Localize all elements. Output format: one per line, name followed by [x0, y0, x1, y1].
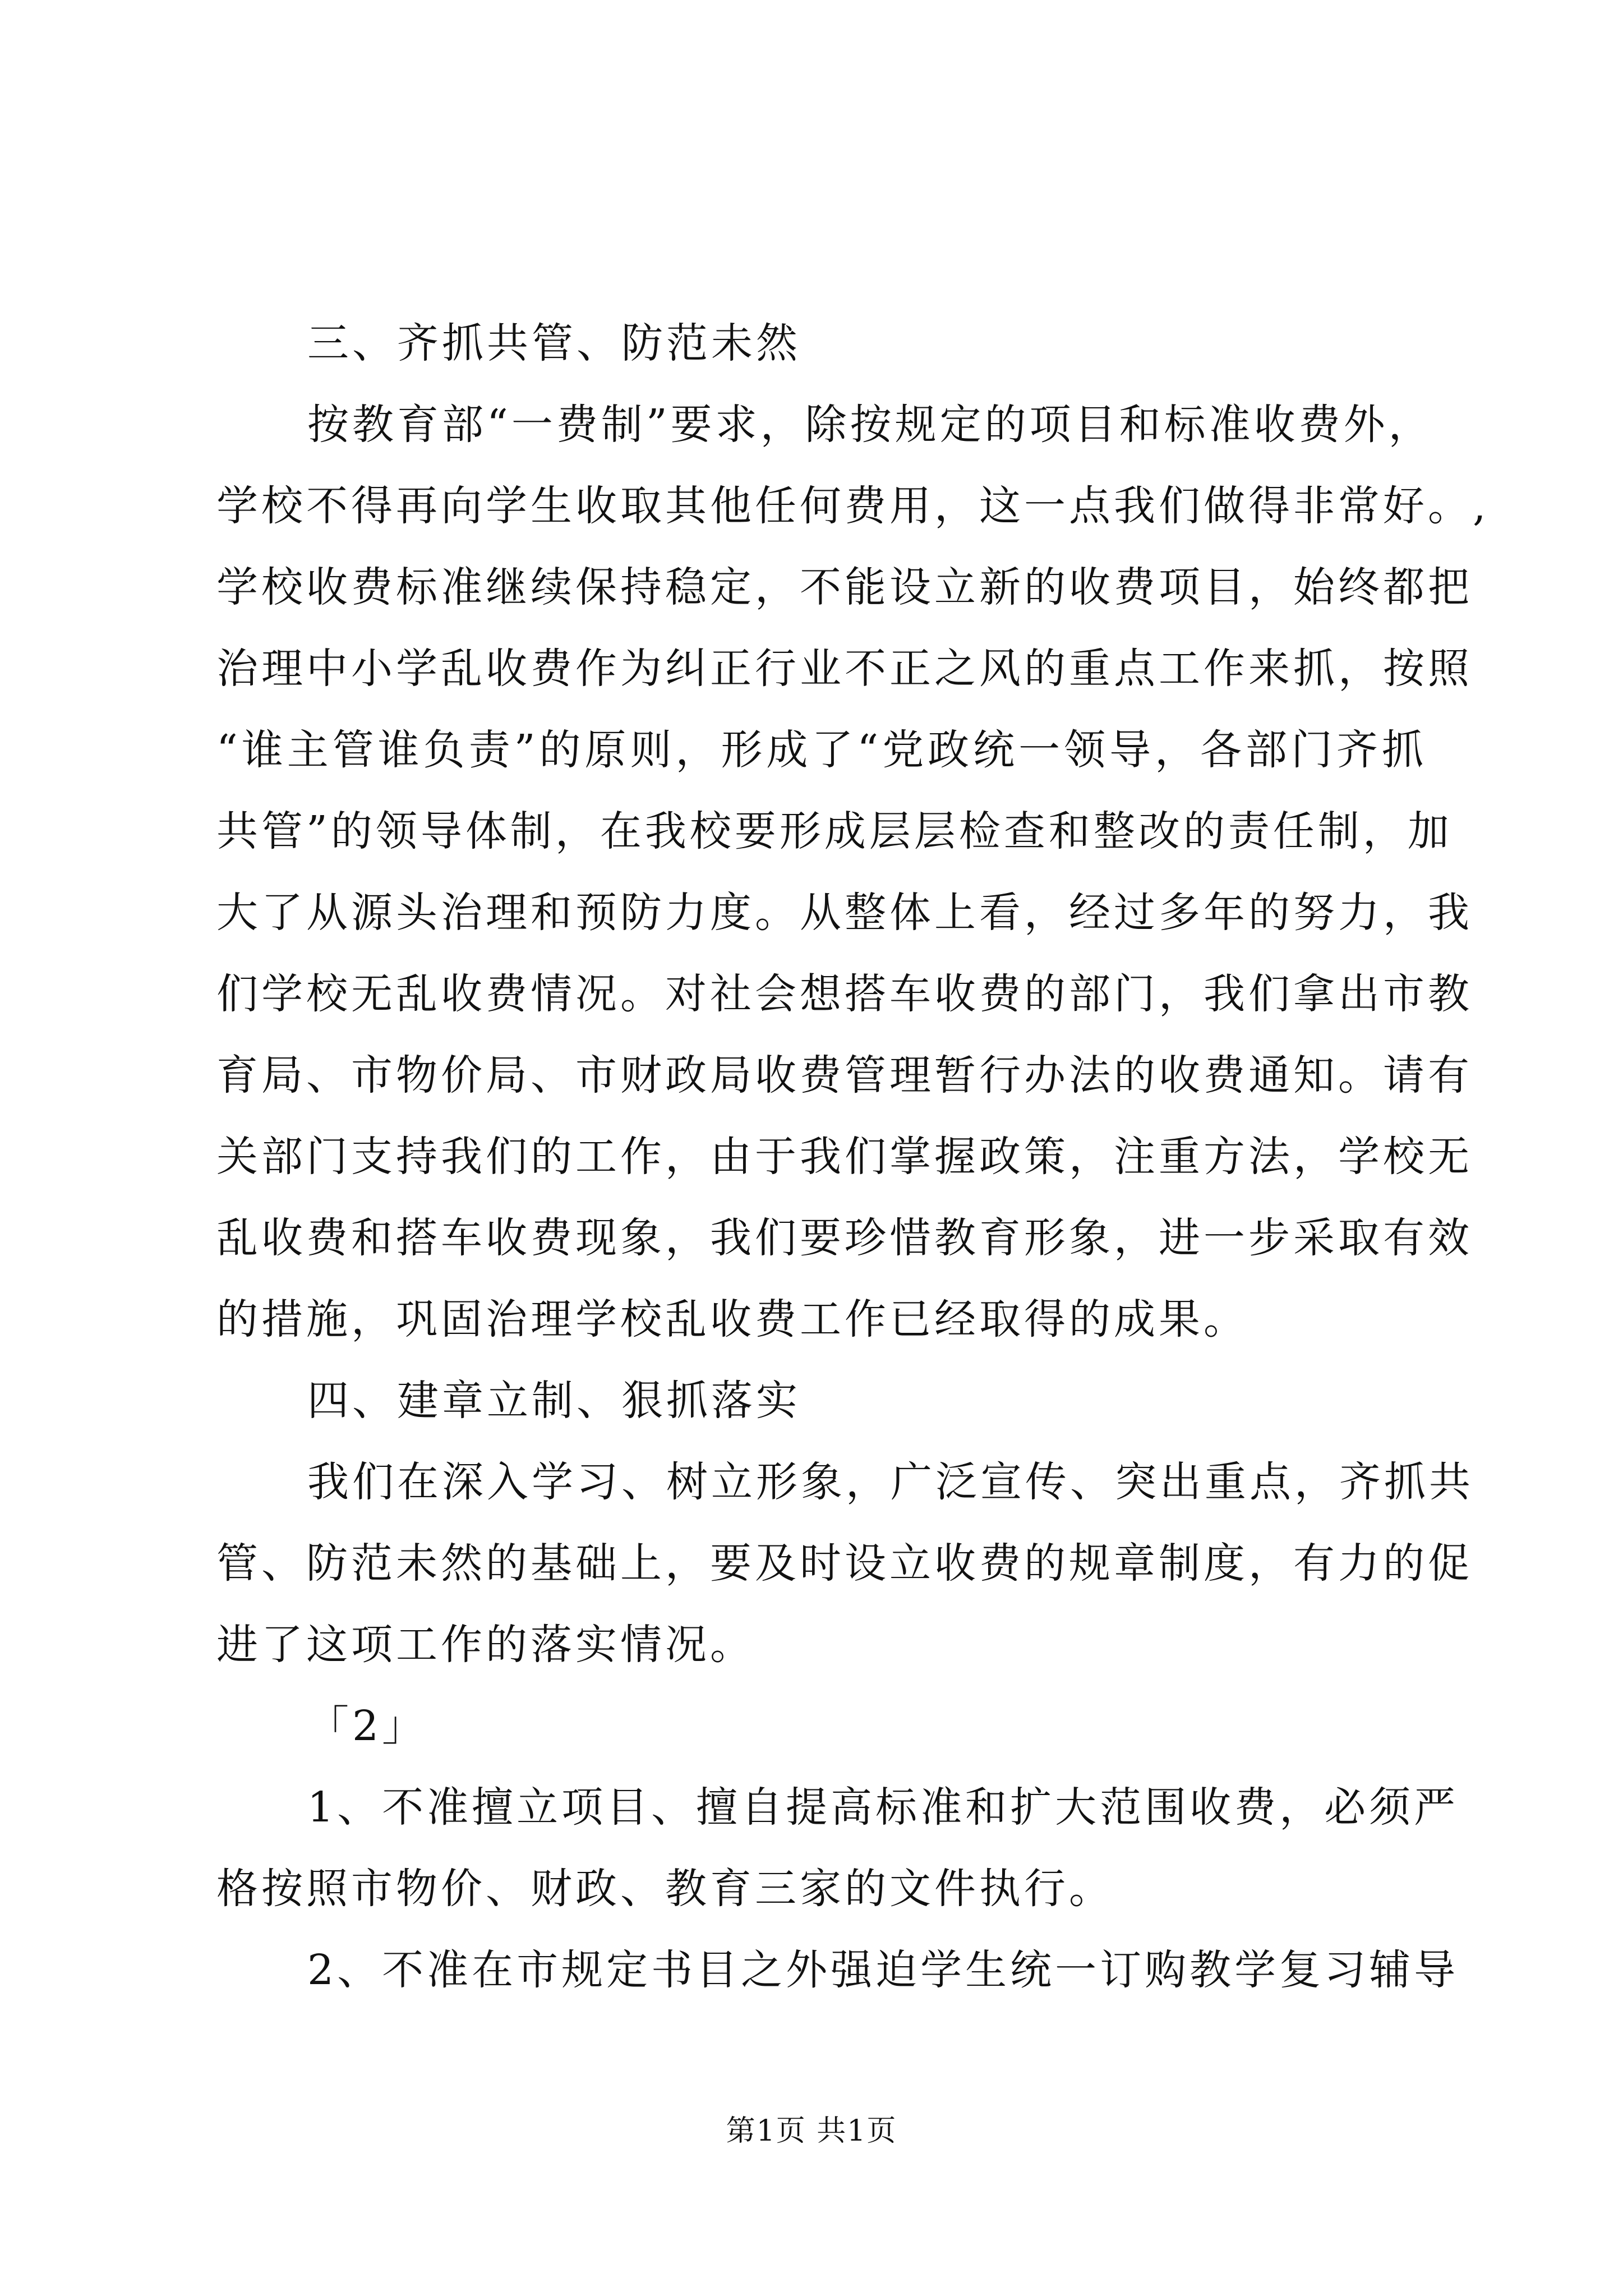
- paragraph-line: 共管”的领导体制，在我校要形成层层检查和整改的责任制，加: [216, 807, 1453, 855]
- paragraph-line: 治理中小学乱收费作为纠正行业不正之风的重点工作来抓，按照: [216, 645, 1473, 693]
- section-heading-3: 三、齐抓共管、防范未然: [307, 319, 801, 367]
- paragraph-line: 按教育部“一费制”要求，除按规定的项目和标准收费外，: [307, 401, 1433, 449]
- paragraph-line: 学校不得再向学生收取其他任何费用，这一点我们做得非常好。,: [216, 482, 1490, 530]
- document-body: [216, 303, 1490, 2011]
- paragraph-line: “谁主管谁负责”的原则，形成了“党政统一领导，各部门齐抓: [216, 726, 1427, 774]
- paragraph-line: 管、防范未然的基础上，要及时设立收费的规章制度，有力的促: [216, 1539, 1473, 1588]
- list-item-line: 1、不准擅立项目、擅自提高标准和扩大范围收费，必须严: [307, 1783, 1459, 1832]
- page-footer: 第1页 共1页: [726, 2114, 897, 2148]
- list-item-line: 格按照市物价、财政、教育三家的文件执行。: [216, 1865, 1114, 1913]
- paragraph-line: 们学校无乱收费情况。对社会想搭车收费的部门，我们拿出市教: [216, 970, 1473, 1018]
- paragraph-line: 关部门支持我们的工作，由于我们掌握政策，注重方法，学校无: [216, 1133, 1473, 1181]
- paragraph-line: 我们在深入学习、树立形象，广泛宣传、突出重点，齐抓共: [307, 1458, 1474, 1506]
- paragraph-line: 大了从源头治理和预防力度。从整体上看，经过多年的努力，我: [216, 889, 1473, 937]
- list-item-line: 2、不准在市规定书目之外强迫学生统一订购教学复习辅导: [307, 1946, 1459, 1994]
- section-marker: 「2」: [307, 1702, 427, 1750]
- paragraph-line: 乱收费和搭车收费现象，我们要珍惜教育形象，进一步采取有效: [216, 1214, 1473, 1262]
- paragraph-line: 进了这项工作的落实情况。: [216, 1621, 755, 1669]
- paragraph-line: 学校收费标准继续保持稳定，不能设立新的收费项目，始终都把: [216, 563, 1473, 611]
- section-heading-4: 四、建章立制、狠抓落实: [307, 1377, 801, 1425]
- paragraph-line: 育局、市物价局、市财政局收费管理暂行办法的收费通知。请有: [216, 1051, 1473, 1099]
- paragraph-line: 的措施，巩固治理学校乱收费工作已经取得的成果。: [216, 1295, 1248, 1343]
